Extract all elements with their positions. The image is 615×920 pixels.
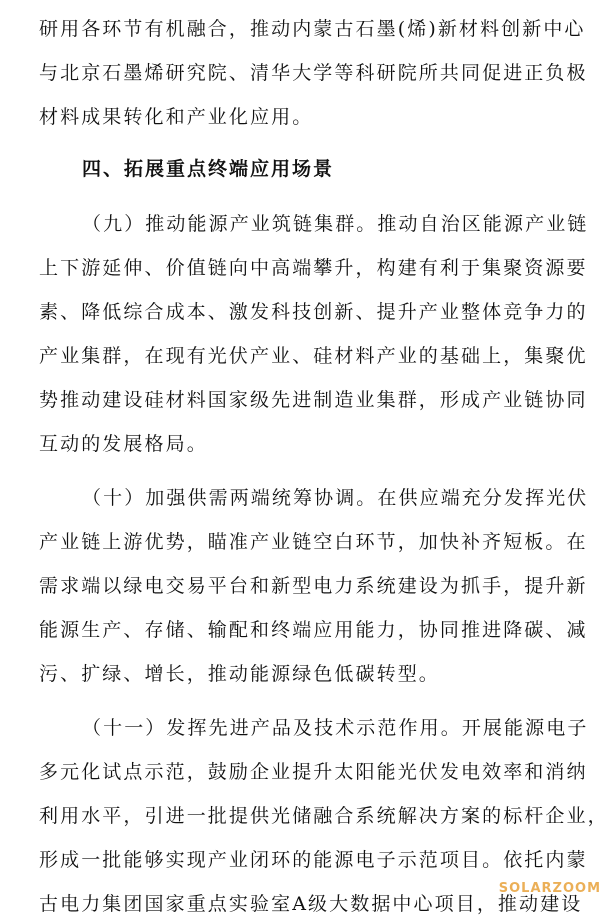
p11-lead: （十一）发挥先进产品及技术示范作用。	[82, 717, 462, 739]
p11-line-1	[82, 716, 588, 740]
p10-line-2: 产业链上游优势，瞄准产业链空白环节，加快补齐短板。在	[39, 531, 588, 553]
p10-line-3: 需求端以绿电交易平台和新型电力系统建设为抓手，提升新	[39, 575, 588, 597]
intro-line-1: 研用各环节有机融合，推动内蒙古石墨(烯)新材料创新中心	[39, 18, 586, 40]
p9-line-1	[82, 212, 588, 236]
p11-line-5: 古电力集团国家重点实验室A级大数据中心项目，推动建设	[39, 893, 583, 915]
p10-line-1	[82, 486, 588, 510]
p9-line-3: 素、降低综合成本、激发科技创新、提升产业整体竞争力的	[39, 301, 588, 323]
solarzoom-watermark: SOLARZOOM	[498, 881, 601, 896]
p9-line-6: 互动的发展格局。	[39, 433, 208, 455]
p10-line-1-rest: 在供应端充分发挥光伏	[377, 487, 589, 509]
p9-line-4: 产业集群，在现有光伏产业、硅材料产业的基础上，集聚优	[39, 345, 588, 367]
p10-line-5: 污、扩绿、增长，推动能源绿色低碳转型。	[39, 663, 440, 685]
p11-line-3: 利用水平，引进一批提供光储融合系统解决方案的标杆企业，	[39, 805, 609, 827]
p9-line-1-rest: 推动自治区能源产业链	[377, 213, 589, 235]
p9-line-5: 势推动建设硅材料国家级先进制造业集群，形成产业链协同	[39, 389, 588, 411]
intro-line-2: 与北京石墨烯研究院、清华大学等科研院所共同促进正负极	[39, 62, 588, 84]
p10-line-4: 能源生产、存储、输配和终端应用能力，协同推进降碳、减	[39, 619, 588, 641]
p11-line-1-rest: 开展能源电子	[461, 717, 589, 739]
section-heading: 四、拓展重点终端应用场景	[82, 158, 335, 180]
intro-line-3: 材料成果转化和产业化应用。	[39, 106, 314, 128]
p9-lead: （九）推动能源产业筑链集群。	[82, 213, 378, 235]
p9-line-2: 上下游延伸、价值链向中高端攀升，构建有利于集聚资源要	[39, 257, 588, 279]
p10-lead: （十）加强供需两端统筹协调。	[82, 487, 378, 509]
p11-line-2: 多元化试点示范，鼓励企业提升太阳能光伏发电效率和消纳	[39, 761, 588, 783]
p11-line-4: 形成一批能够实现产业闭环的能源电子示范项目。依托内蒙	[39, 849, 588, 871]
